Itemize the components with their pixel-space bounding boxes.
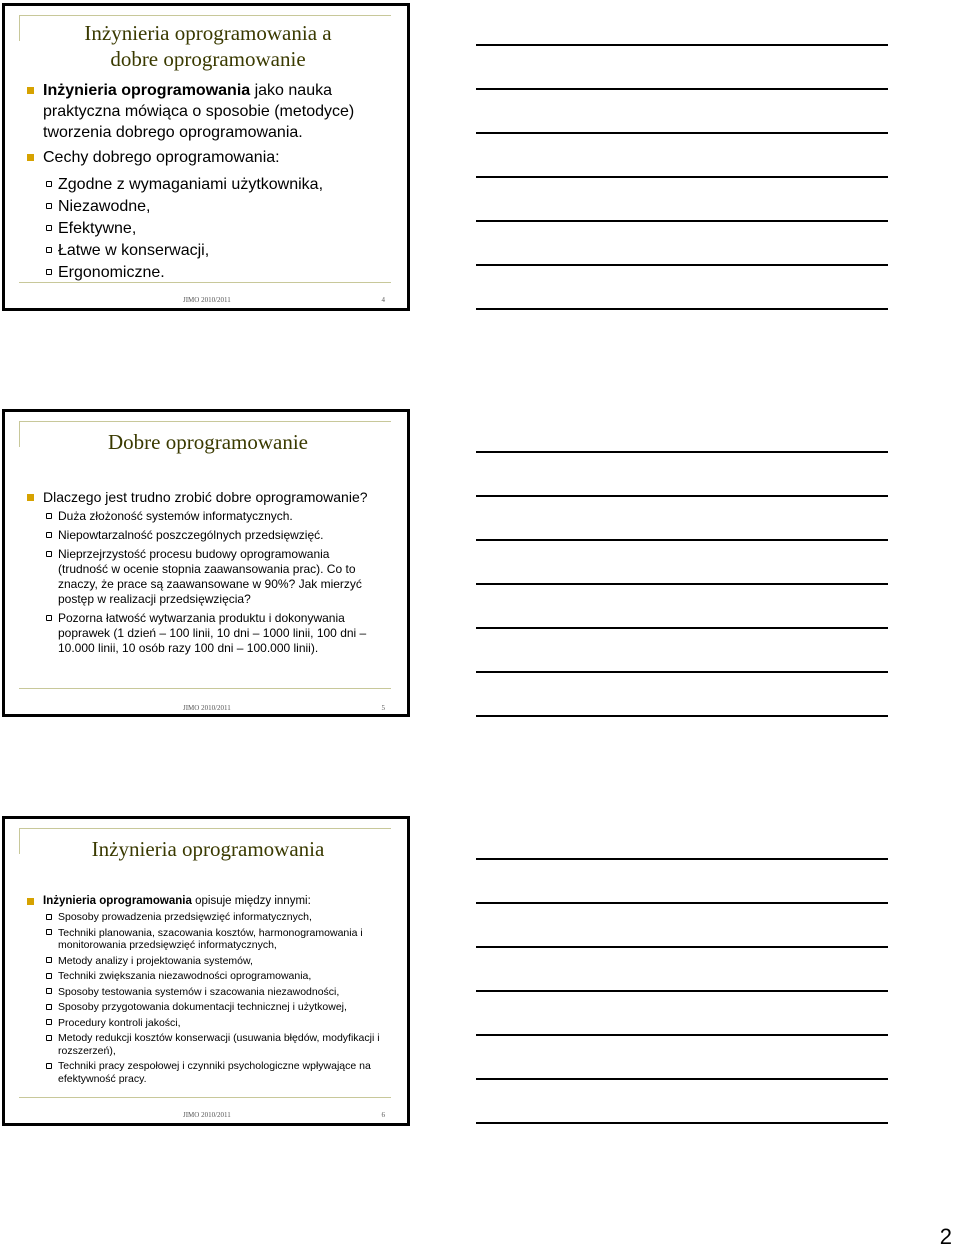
- slide-6: [2, 816, 410, 1126]
- note-line: [476, 946, 888, 948]
- slide-footer-rule: [19, 1097, 391, 1098]
- sub-bullet-item: Procedury kontroli jakości,: [27, 1017, 397, 1030]
- slide-top-rule: [19, 828, 391, 829]
- slide-top-rule: [19, 15, 391, 16]
- bullet-item: [27, 488, 397, 506]
- sub-bullet-item: Sposoby prowadzenia przedsięwzięć informatycznych,: [27, 911, 397, 924]
- footer-course: JIMO 2010/2011: [183, 1111, 231, 1119]
- note-line: [476, 627, 888, 629]
- sub-bullet-item: Techniki zwiększania niezawodności oprogramowania,: [27, 970, 397, 983]
- sub-bullet-item: Łatwe w konserwacji,: [27, 240, 397, 261]
- sub-bullet-item: Pozorna łatwość wytwarzania produktu i dokonywania poprawek (1 dzień – 100 linii, 10 dni – 1000 linii, 100 dni – 10.000 linii, 10 osób razy 100 dni – 100.000 linii).: [27, 611, 397, 656]
- bullet-item: [27, 80, 397, 143]
- bullet-item: [27, 147, 397, 168]
- slide-5: [2, 409, 410, 717]
- sub-bullet-item: Techniki planowania, szacowania kosztów, harmonogramowania i monitorowania przedsięwzięć informatycznych,: [27, 927, 397, 952]
- note-line: [476, 88, 888, 90]
- slide-footer-rule: [19, 688, 391, 689]
- note-line: [476, 264, 888, 266]
- sub-bullet-item: Efektywne,: [27, 218, 397, 239]
- footer-slide-number: 5: [381, 704, 385, 712]
- slide-bullets: [27, 894, 397, 1085]
- bullet-bold: Inżynieria oprogramowania: [43, 895, 192, 907]
- note-line: [476, 451, 888, 453]
- note-line: [476, 1034, 888, 1036]
- slide-footer-rule: [19, 282, 391, 283]
- sub-bullet-item: Niepowtarzalność poszczególnych przedsięwzięć.: [27, 528, 397, 543]
- slide-bullets: [27, 488, 397, 656]
- bullet-bold: Inżynieria oprogramowania: [43, 82, 251, 99]
- bullet-text: jako nauka praktyczna mówiąca o sposobie (metodyce) tworzenia dobrego oprogramowania.: [43, 82, 355, 141]
- page-number: 2: [939, 1224, 952, 1249]
- note-line: [476, 858, 888, 860]
- note-line: [476, 44, 888, 46]
- bullet-text: opisuje między innymi:: [191, 895, 311, 907]
- bullet-text: Dlaczego jest trudno zrobić dobre oprogramowanie?: [43, 489, 368, 505]
- slide-title: Dobre oprogramowanie: [107, 430, 308, 454]
- bullet-text: Cechy dobrego oprogramowania:: [43, 149, 280, 166]
- note-line: [476, 990, 888, 992]
- sub-bullet-item: Metody redukcji kosztów konserwacji (usuwania błędów, modyfikacji i rozszerzeń),: [27, 1032, 397, 1057]
- sub-bullet-item: Metody analizy i projektowania systemów,: [27, 955, 397, 968]
- sub-bullet-item: Duża złożoność systemów informatycznych.: [27, 509, 397, 524]
- sub-bullet-item: Sposoby przygotowania dokumentacji technicznej i użytkowej,: [27, 1001, 397, 1014]
- note-line: [476, 671, 888, 673]
- note-line: [476, 495, 888, 497]
- sub-bullet-item: Zgodne z wymaganiami użytkownika,: [27, 174, 397, 195]
- sub-bullet-item: Nieprzejrzystość procesu budowy oprogramowania (trudność w ocenie stopnia zaawansowania prac). Co to znaczy, że prace są zaawansowane w 90%? Jak mierzyć postęp w realizacji przedsięwzięcia?: [27, 547, 397, 607]
- bullet-item: [27, 894, 397, 908]
- note-line: [476, 308, 888, 310]
- footer-slide-number: 6: [381, 1111, 385, 1119]
- note-line: [476, 1078, 888, 1080]
- sub-bullet-item: Techniki pracy zespołowej i czynniki psychologiczne wpływające na efektywność pracy.: [27, 1060, 397, 1085]
- note-line: [476, 902, 888, 904]
- note-line: [476, 176, 888, 178]
- slide-top-rule: [19, 421, 391, 422]
- footer-slide-number: 4: [381, 296, 385, 304]
- note-line: [476, 132, 888, 134]
- note-line: [476, 715, 888, 717]
- note-line: [476, 539, 888, 541]
- sub-bullet-item: Ergonomiczne.: [27, 262, 397, 283]
- note-line: [476, 220, 888, 222]
- footer-course: JIMO 2010/2011: [183, 296, 231, 304]
- slide-bullets: [27, 80, 397, 283]
- note-line: [476, 583, 888, 585]
- slide-4: [2, 3, 410, 311]
- sub-bullet-item: Niezawodne,: [27, 196, 397, 217]
- slide-title: Inżynieria oprogramowania: [91, 837, 325, 861]
- sub-bullet-item: Sposoby testowania systemów i szacowania niezawodności,: [27, 986, 397, 999]
- slide-title: Inżynieria oprogramowania a dobre oprogramowanie: [84, 21, 332, 71]
- footer-course: JIMO 2010/2011: [183, 704, 231, 712]
- note-line: [476, 1122, 888, 1124]
